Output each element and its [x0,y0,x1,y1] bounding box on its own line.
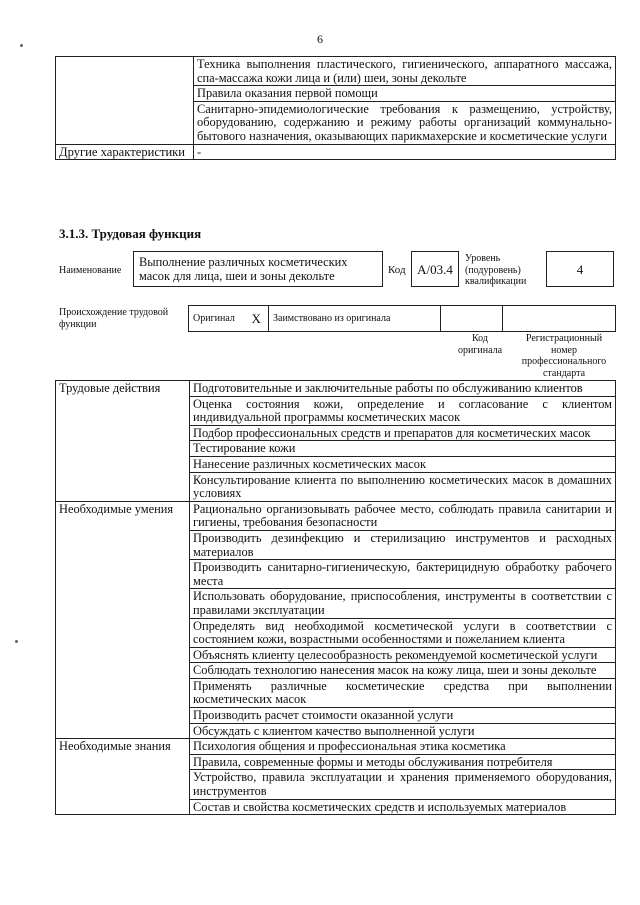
labor-function-table [55,380,616,815]
table-cell: Производить дезинфекцию и стерилизацию инструментов и расходных материалов [190,530,616,559]
level-label: Уровень (подуровень) квалификации [465,253,527,287]
page-number: 6 [317,32,323,46]
function-name: Выполнение различных косметических масок для лица, шеи и зоны декольте [133,251,383,287]
table-cell: Устройство, правила эксплуатации и хранения применяемого оборудования, инструментов [190,770,616,799]
table-cell: Использовать оборудование, приспособления, инструменты в соответствии с правилами эксплуатации [190,589,616,618]
table-cell: Определять вид необходимой косметической услуги в соответствии с состоянием кожи, возрастными особенностями и пожеланием клиента [190,618,616,647]
scan-speck [15,640,18,643]
section-title: 3.1.3. Трудовая функция [59,226,202,241]
table-cell: Соблюдать технологию нанесения масок на кожу лица, шеи и зоны декольте [190,663,616,679]
table-cell: Рационально организовывать рабочее место, соблюдать правила санитарии и гигиены, требования безопасности [190,501,616,530]
table-row [56,425,616,441]
table-row [56,456,616,472]
table-cell: Объяснять клиенту целесообразность рекомендуемой косметической услуги [190,647,616,663]
table-row [56,618,616,647]
code-original-cell [441,306,503,332]
table-cell: Правила оказания первой помощи [194,86,616,102]
code-original-caption: Код оригинала [457,333,503,356]
table-cell: Обсуждать с клиентом качество выполненной услуги [190,723,616,739]
function-code: A/03.4 [411,251,459,287]
original-label: Оригинал [189,306,245,332]
table-row [56,144,616,160]
table-row [189,306,616,332]
table-cell: Консультирование клиента по выполнению косметических масок в домашних условиях [190,472,616,501]
table-cell: Производить санитарно-гигиеническую, бактерицидную обработку рабочего места [190,560,616,589]
origin-label: Происхождение трудовой функции [59,307,169,330]
required-knowledge-label: Необходимые знания [56,739,190,755]
table-row [56,799,616,815]
table-row [56,739,616,755]
table-row [56,723,616,739]
table-row [56,708,616,724]
table-cell: Тестирование кожи [190,441,616,457]
empty-category-cell [56,57,194,145]
code-label: Код [388,264,406,276]
table-row [56,754,616,770]
continued-table [55,56,616,160]
table-row [56,441,616,457]
qualification-level: 4 [546,251,614,287]
table-row [56,663,616,679]
table-row [56,770,616,799]
borrowed-label: Заимствовано из оригинала [269,306,441,332]
name-label: Наименование [59,265,122,276]
reg-number-caption: Регистрационный номер профессионального стандарта [521,333,607,379]
table-cell: Оценка состояния кожи, определение и согласование с клиентом индивидуальной программы косметических масок [190,396,616,425]
table-row [56,647,616,663]
table-row [56,501,616,530]
table-row [56,381,616,397]
table-row [56,472,616,501]
reg-number-cell [503,306,616,332]
table-cell: Применять различные косметические средства при выполнении косметических масок [190,678,616,707]
table-cell: Подготовительные и заключительные работы по обслуживанию клиентов [190,381,616,397]
origin-table [188,305,616,332]
other-characteristics-label: Другие характеристики [56,144,194,160]
other-characteristics-value: - [194,144,616,160]
scan-speck [20,44,23,47]
table-cell: Нанесение различных косметических масок [190,456,616,472]
original-mark: X [245,306,269,332]
table-row [56,678,616,707]
table-cell: Санитарно-эпидемиологические требования к размещению, устройству, оборудованию, содержанию и режиму работы организаций коммунально-бытового назначения, оказывающих парикмахерские и косметические услуги [194,101,616,144]
table-cell: Техника выполнения пластического, гигиенического, аппаратного массажа, спа-массажа кожи лица и (или) шеи, зоны декольте [194,57,616,86]
table-row [56,396,616,425]
table-cell: Подбор профессиональных средств и препаратов для косметических масок [190,425,616,441]
table-row [56,589,616,618]
table-cell: Состав и свойства косметических средств и используемых материалов [190,799,616,815]
required-skills-label: Необходимые умения [56,501,190,530]
table-row [56,530,616,559]
table-cell: Психология общения и профессиональная этика косметика [190,739,616,755]
table-cell: Производить расчет стоимости оказанной услуги [190,708,616,724]
labor-actions-label: Трудовые действия [56,381,190,397]
table-cell: Правила, современные формы и методы обслуживания потребителя [190,754,616,770]
table-row [56,57,616,86]
table-row [56,560,616,589]
